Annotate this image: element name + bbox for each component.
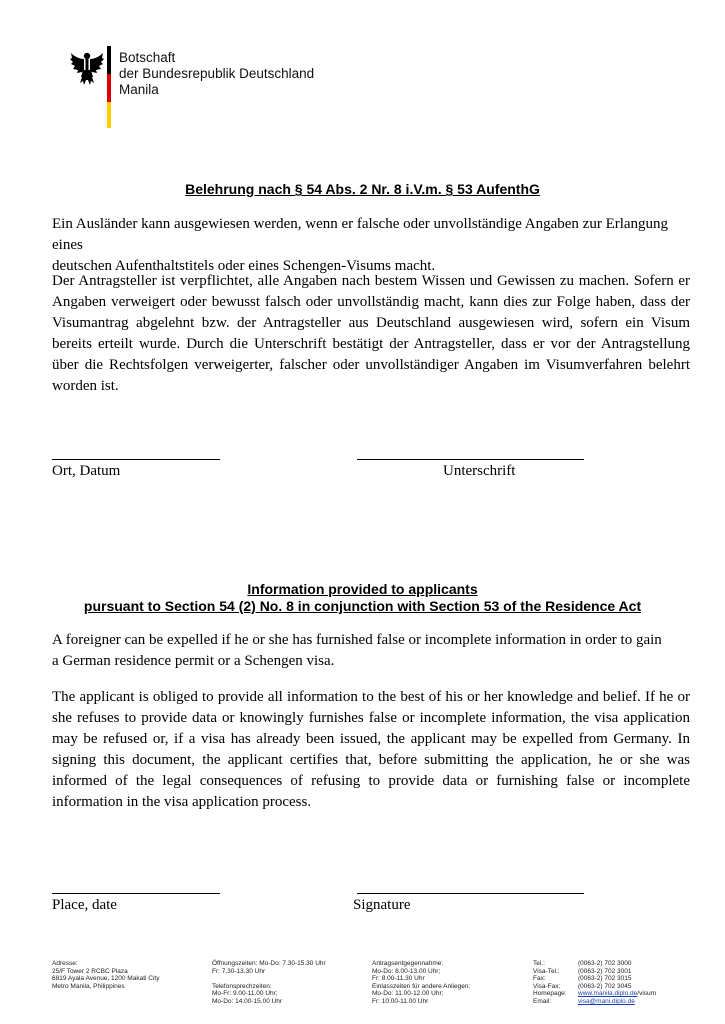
- signature-line-en: [357, 893, 584, 894]
- email-link[interactable]: visa@mani.diplo.de: [578, 997, 635, 1005]
- footer-line: Fr: 10.00-11.00 Uhr: [372, 997, 429, 1005]
- footer-line: Fr: 7.30-13.30 Uhr: [212, 967, 266, 975]
- fax-value: (0063-2) 702 3015: [578, 975, 632, 983]
- text-line: deutschen Aufenthaltstitels oder eines Schengen-Visums macht.: [52, 258, 436, 274]
- tel-key: Tel.:: [533, 960, 545, 967]
- visa-tel-value: (0063-2) 702 3001: [578, 967, 632, 975]
- signature-label-de: Unterschrift: [443, 463, 516, 479]
- english-paragraph-2: The applicant is obliged to provide all information to the best of his or her knowledge and belief. If he or she refuses to provide data or knowingly furnishes false or incomplete information, the visa application may be refused or, if a visa has already been issued, the applicant may be expelled from Germany. In signing this document, the applicant certifies that, before submitting the application, he or she was informed of the legal consequences of refusing to provide data or furnishing false or incomplete information in the visa application process.: [52, 689, 690, 810]
- footer-line: Mo-Do: 14.00-15.00 Uhr: [212, 997, 283, 1005]
- footer-line: Mo-Do: 11.00-12.00 Uhr;: [372, 990, 444, 998]
- visa-fax-key: Visa-Fax:: [533, 982, 561, 990]
- homepage-key: Homepage:: [533, 990, 567, 998]
- footer-line: Metro Manila, Philippines: [52, 982, 125, 990]
- footer-line: Adresse:: [52, 960, 78, 967]
- english-paragraph-1: [52, 630, 690, 672]
- flag-stripe-red: [107, 74, 111, 102]
- footer-line: [533, 983, 656, 991]
- footer-application-hours: [372, 960, 470, 1006]
- homepage-suffix: /visum: [637, 990, 657, 998]
- footer-line: Mo-Fr: 9.00-11.00 Uhr;: [212, 990, 278, 998]
- english-heading-line-1: Information provided to applicants: [247, 581, 478, 597]
- signature-line-de: [357, 459, 584, 460]
- visa-fax-value: (0063-2) 702 3045: [578, 982, 632, 990]
- footer-line: Einlasszeiten für andere Anliegen:: [372, 982, 471, 990]
- org-line: Botschaft: [119, 50, 176, 65]
- fax-key: Fax:: [533, 975, 546, 983]
- footer-line: Öffnungszeiten: Mo-Do: 7.30-15.30 Uhr: [212, 960, 326, 967]
- org-line: der Bundesrepublik Deutschland: [119, 66, 315, 81]
- place-date-label-en: Place, date: [52, 897, 117, 913]
- footer-line: [533, 968, 656, 976]
- tel-value: (0063-2) 702 3000: [578, 960, 632, 967]
- text-line: A foreigner can be expelled if he or she has furnished false or incomplete information in order to gain: [52, 632, 662, 648]
- visa-tel-key: Visa-Tel.:: [533, 967, 560, 975]
- german-heading: Belehrung nach § 54 Abs. 2 Nr. 8 i.V.m. § 53 AufenthG: [185, 181, 540, 197]
- footer-line: Mo-Do: 8.00-13.00 Uhr;: [372, 967, 441, 975]
- place-date-label-de: Ort, Datum: [52, 463, 121, 479]
- footer-line: [533, 998, 656, 1006]
- footer-line: [533, 975, 656, 983]
- text-line: a German residence permit or a Schengen visa.: [52, 653, 335, 669]
- footer-line: [533, 990, 656, 998]
- footer-line: 25/F Tower 2 RCBC Plaza: [52, 967, 128, 975]
- text-line: Ein Ausländer kann ausgewiesen werden, wenn er falsche oder unvollständige Angaben zur Erlangung eines: [52, 216, 669, 253]
- german-paragraph-1: [52, 214, 690, 277]
- footer-line: Antragsentgegennahme:: [372, 960, 444, 967]
- flag-stripe-black: [107, 46, 111, 74]
- footer-line: [212, 975, 326, 983]
- footer-line: [533, 960, 656, 968]
- eagle-icon: [70, 50, 104, 86]
- footer-line: 6819 Ayala Avenue, 1200 Makati City: [52, 975, 160, 983]
- footer-contact: [533, 960, 656, 1006]
- homepage-link[interactable]: www.manila.diplo.de: [578, 990, 638, 998]
- flag-stripe-gold: [107, 102, 111, 128]
- footer-line: Fr: 8.00-11.30 Uhr: [372, 975, 425, 983]
- org-line: Manila: [119, 82, 159, 97]
- place-date-line-en: [52, 893, 220, 894]
- german-paragraph-2: Der Antragsteller ist verpflichtet, alle Angaben nach bestem Wissen und Gewissen zu machen. Sofern er Angaben verweigert oder bewusst falsch oder unvollständig macht, kann dies zur Folge haben, dass der Visumantrag abgelehnt bzw. der Antragsteller aus Deutschland ausgewiesen wird, sofern ein Visum bereits erteilt wurde. Durch die Unterschrift bestätigt der Antragsteller, dass er vor der Antragstellung über die Rechtsfolgen verweigerter, falscher oder unvollständiger Angaben im Visumverfahren belehrt worden ist.: [52, 273, 690, 394]
- english-heading-line-2: pursuant to Section 54 (2) No. 8 in conjunction with Section 53 of the Residence Act: [83, 598, 642, 614]
- email-key: Email:: [533, 997, 552, 1005]
- footer-line: Telefonsprechzeiten:: [212, 982, 272, 990]
- place-date-line-de: [52, 459, 220, 460]
- footer-opening-hours: [212, 960, 326, 1006]
- embassy-name: [119, 50, 314, 98]
- signature-label-en: Signature: [353, 897, 411, 913]
- footer-address: [52, 960, 159, 990]
